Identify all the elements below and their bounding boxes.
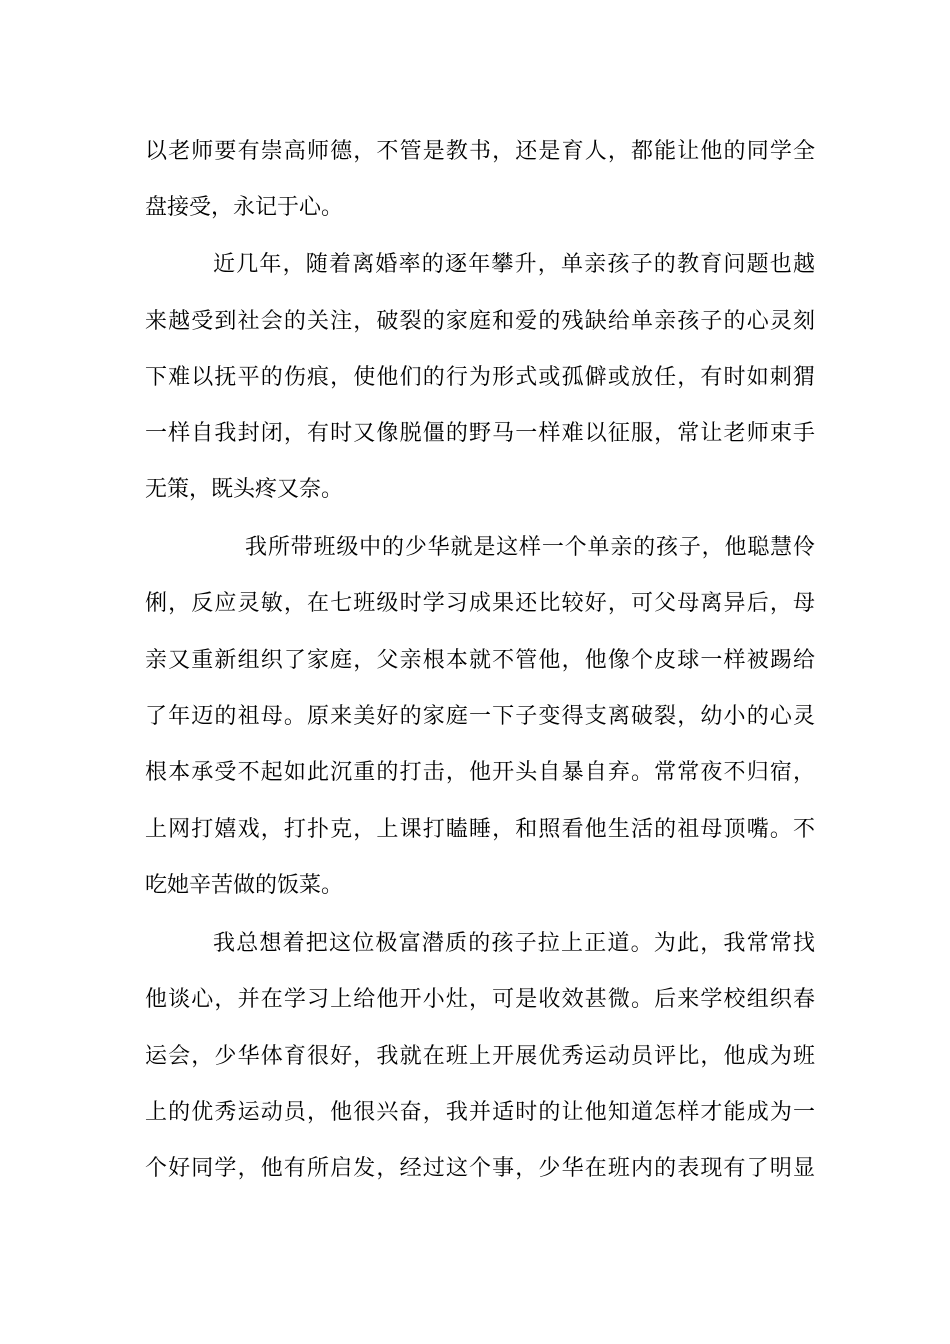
text-line: 亲又重新组织了家庭，父亲根本就不管他，他像个皮球一样被踢给 (145, 648, 815, 673)
paragraph-first-line: 我总想着把这位极富潜质的孩子拉上正道。为此，我常常找 (213, 931, 815, 956)
paragraph-first-line: 我所带班级中的少华就是这样一个单亲的孩子，他聪慧伶 (245, 535, 815, 560)
text-line: 上的优秀运动员，他很兴奋，我并适时的让他知道怎样才能成为一 (145, 1100, 815, 1125)
text-line: 他谈心，并在学习上给他开小灶，可是收效甚微。后来学校组织春 (145, 987, 815, 1012)
text-line: 盘接受，永记于心。 (145, 195, 344, 220)
text-line: 无策，既头疼又奈。 (145, 477, 344, 502)
text-line: 根本承受不起如此沉重的打击，他开头自暴自弃。常常夜不归宿， (145, 760, 815, 785)
text-line: 来越受到社会的关注，破裂的家庭和爱的残缺给单亲孩子的心灵刻 (145, 309, 815, 334)
text-line: 下难以抚平的伤痕，使他们的行为形式或孤僻或放任，有时如刺猬 (145, 365, 815, 390)
text-line: 了年迈的祖母。原来美好的家庭一下子变得支离破裂，幼小的心灵 (145, 704, 815, 729)
text-line: 个好同学，他有所启发，经过这个事，少华在班内的表现有了明显 (145, 1156, 815, 1181)
paragraph-first-line: 近几年，随着离婚率的逐年攀升，单亲孩子的教育问题也越 (213, 252, 815, 277)
text-line: 以老师要有崇高师德，不管是教书，还是育人，都能让他的同学全 (145, 139, 815, 164)
text-line: 运会，少华体育很好，我就在班上开展优秀运动员评比，他成为班 (145, 1044, 815, 1069)
text-line: 俐，反应灵敏，在七班级时学习成果还比较好，可父母离异后，母 (145, 591, 815, 616)
text-line: 吃她辛苦做的饭菜。 (145, 873, 344, 898)
text-line: 一样自我封闭，有时又像脱僵的野马一样难以征服，常让老师束手 (145, 421, 815, 446)
text-line: 上网打嬉戏，打扑克，上课打瞌睡，和照看他生活的祖母顶嘴。不 (145, 817, 815, 842)
